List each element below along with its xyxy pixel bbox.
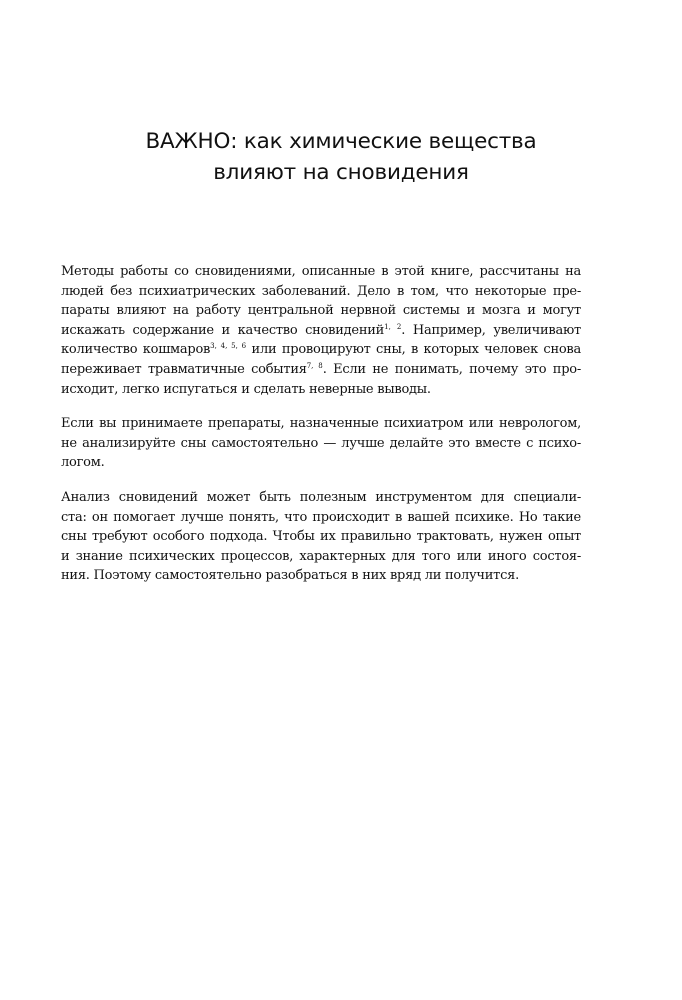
text-line: логом. (61, 455, 105, 471)
page-title (60, 126, 622, 188)
text-line: Если вы принимаете препараты, назначенные психиатром или неврологом, (61, 416, 581, 432)
text-line: Анализ сновидений может быть полезным инструментом для специали- (61, 489, 581, 505)
text-line: искажать содержание и качество сновидений$^{1, 2}$. Например, увеличивают (61, 322, 581, 338)
title-line-1: ВАЖНО: как химические вещества (145, 129, 537, 154)
paragraph-2 (61, 414, 581, 473)
footnote-ref: 7, 8 (306, 361, 323, 370)
paragraph-1 (61, 262, 581, 399)
text-line: переживает травматичные события$^{7, 8}$. Если не понимать, почему это про- (61, 361, 582, 377)
text-line: сны требуют особого подхода. Чтобы их правильно трактовать, нужен опыт (61, 529, 581, 545)
title-line-2: влияют на сновидения (213, 160, 469, 185)
text-line: ния. Поэтому самостоятельно разобраться в них вряд ли получится. (61, 568, 519, 584)
text-line: Методы работы со сновидениями, описанные в этой книге, рассчитаны на (61, 264, 581, 279)
footnote-ref: 1, 2 (384, 322, 402, 331)
text-line: не анализируйте сны самостоятельно — лучше делайте это вместе с психо- (61, 435, 581, 451)
text-line: параты влияют на работу центральной нервной системы и мозга и могут (61, 303, 581, 319)
text-line: количество кошмаров$^{3, 4, 5, 6}$ или провоцируют сны, в которых человек снова (61, 342, 582, 358)
text-line: и знание психических процессов, характерных для того или иного состоя- (61, 548, 581, 564)
footnote-ref: 3, 4, 5, 6 (210, 342, 247, 351)
body-text (61, 262, 581, 601)
text-line: исходит, легко испугаться и сделать неверные выводы. (61, 381, 431, 397)
text-line: людей без психиатрических заболеваний. Дело в том, что некоторые пре- (61, 283, 581, 299)
paragraph-3 (61, 488, 581, 586)
text-line: ста: он помогает лучше понять, что происходит в вашей психике. Но такие (61, 509, 581, 525)
